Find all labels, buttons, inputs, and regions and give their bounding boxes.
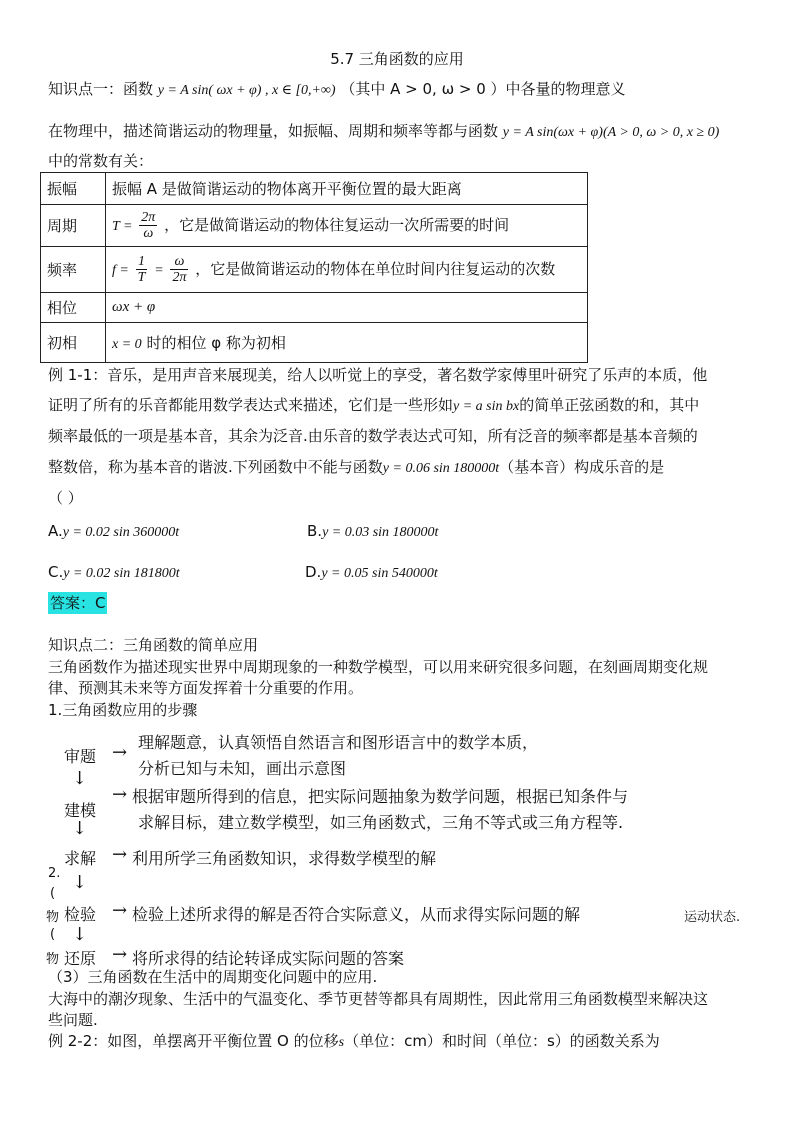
step-verify: 检验 — [64, 905, 97, 924]
kp1-condition: （其中 A > 0, ω > 0 ）中各量的物理意义 — [340, 80, 626, 98]
phase-key: 相位 — [41, 293, 106, 323]
ex22-b: （单位：cm）和时间（单位：s）的函数关系为 — [344, 1032, 660, 1050]
step-solve: 求解 — [64, 849, 97, 868]
intro-line-1 — [48, 120, 719, 144]
arrow-down-icon: ↓ — [72, 872, 88, 893]
option-a-formula: y = 0.02 sin 360000t — [62, 525, 180, 540]
amplitude-key: 振幅 — [41, 173, 106, 205]
table-row — [41, 173, 588, 205]
option-d — [305, 561, 438, 585]
frequency-denominator-1: T — [137, 270, 146, 285]
initial-phase-text: 时的相位 φ 称为初相 — [146, 334, 286, 352]
ex11-l2-math: y = a sin bx — [453, 399, 520, 414]
frequency-fraction-2 — [170, 254, 188, 285]
kp1-formula: y = A sin( ωx + φ) , x ∈ [0,+∞) — [157, 83, 336, 98]
knowledge-point-1 — [48, 78, 626, 102]
frequency-numerator-2: ω — [170, 254, 188, 270]
example-1-1-line-1: 例 1-1：音乐，是用声音来展现美，给人以听觉上的享受，著名数学家傅里叶研究了乐声的本质，他 — [48, 366, 708, 384]
table-row — [41, 293, 588, 323]
period-lhs: T = — [112, 219, 133, 234]
step-review-desc-2: 分析已知与未知，画出示意图 — [138, 759, 347, 778]
step-review: 审题 — [64, 747, 97, 766]
ex11-l2b: 的简单正弦函数的和，其中 — [519, 396, 700, 414]
step-verify-desc: 检验上述所求得的解是否符合实际意义，从而求得实际问题的解 — [132, 905, 581, 924]
steps-diagram — [60, 730, 760, 970]
arrow-down-icon: ↓ — [72, 818, 88, 839]
arrow-right-icon: → — [112, 844, 128, 865]
frequency-desc: ，它是做简谐运动的物体在单位时间内往复运动的次数 — [195, 260, 556, 278]
option-d-label: D. — [305, 563, 322, 581]
option-b-label: B. — [307, 522, 323, 540]
frequency-equals: = — [154, 263, 164, 278]
frequency-fraction-1 — [136, 254, 148, 285]
period-desc: ，它是做简谐运动的物体往复运动一次所需要的时间 — [164, 216, 510, 234]
arrow-down-icon: ↓ — [72, 924, 88, 945]
intro-line-2: 中的常数有关： — [48, 152, 154, 170]
period-key: 周期 — [41, 205, 106, 247]
kp2-paragraph-line-1: 三角函数作为描述现实世界中周期现象的一种数学模型，可以用来研究很多问题，在刻画周期变化规 — [48, 658, 709, 676]
step-restore-desc: 将所求得的结论转译成实际问题的答案 — [132, 949, 405, 968]
frequency-key: 频率 — [41, 247, 106, 293]
option-a-label: A. — [48, 522, 63, 540]
table-row — [41, 205, 588, 247]
frequency-lhs: f = — [112, 263, 129, 278]
knowledge-point-2-heading: 知识点二：三角函数的简单应用 — [48, 636, 259, 654]
ex11-l4-math: y = 0.06 sin 180000t — [382, 461, 500, 476]
step-model: 建模 — [64, 801, 97, 820]
hidden-text-fragment: 物 — [46, 952, 60, 967]
ex22-math: s — [338, 1035, 345, 1050]
answer-parentheses: （ ） — [48, 489, 83, 507]
arrow-right-icon: → — [112, 784, 128, 805]
option-d-formula: y = 0.05 sin 540000t — [321, 566, 438, 581]
option-c-formula: y = 0.02 sin 181800t — [63, 566, 180, 581]
table-row — [41, 323, 588, 363]
option-b-formula: y = 0.03 sin 180000t — [322, 525, 439, 540]
hidden-text-fragment: 运动状态. — [684, 910, 741, 925]
hidden-text-fragment: ( — [50, 886, 56, 901]
frequency-denominator-2: 2π — [172, 270, 187, 285]
step-model-desc-1: 根据审题所得到的信息，把实际问题抽象为数学问题，根据已知条件与 — [132, 787, 629, 806]
example-2-2 — [48, 1030, 660, 1054]
ex11-l4a: 整数倍，称为基本音的谐波.下列函数中不能与函数 — [48, 458, 383, 476]
phase-value: ωx + φ — [106, 293, 588, 323]
intro-formula: y = A sin(ωx + φ)(A > 0, ω > 0, x ≥ 0) — [502, 125, 720, 140]
option-c — [48, 561, 180, 585]
kp3-paragraph-line-2: 些问题. — [48, 1011, 98, 1029]
example-1-1-line-3: 频率最低的一项是基本音，其余为泛音.由乐音的数学表达式可知，所有泛音的频率都是基本音频的 — [48, 427, 698, 445]
ex11-l4b: （基本音）构成乐音的是 — [499, 458, 665, 476]
ex22-a: 例 2-2：如图，单摆离开平衡位置 O 的位移 — [48, 1032, 339, 1050]
initial-phase-value — [106, 323, 588, 363]
kp2-paragraph-line-2: 律、预测其未来等方面发挥着十分重要的作用。 — [48, 679, 364, 697]
hidden-text-fragment: ( — [50, 927, 56, 942]
frequency-numerator-1: 1 — [136, 254, 148, 270]
hidden-text-fragment: 物 — [46, 910, 60, 925]
example-1-1-line-4 — [48, 456, 664, 480]
period-fraction — [139, 210, 157, 241]
period-numerator: 2π — [141, 210, 156, 225]
step-review-desc-1: 理解题意，认真领悟自然语言和图形语言中的数学本质， — [138, 733, 539, 752]
step-solve-desc: 利用所学三角函数知识，求得数学模型的解 — [132, 849, 437, 868]
initial-phase-key: 初相 — [41, 323, 106, 363]
kp3-paragraph-line-1: 大海中的潮汐现象、生活中的气温变化、季节更替等都具有周期性，因此常用三角函数模型来解决这 — [48, 990, 709, 1008]
arrow-right-icon: → — [112, 900, 128, 921]
period-value — [106, 205, 588, 247]
option-b — [307, 520, 438, 544]
option-c-label: C. — [48, 563, 64, 581]
steps-title: 1.三角函数应用的步骤 — [48, 701, 198, 719]
step-restore: 还原 — [64, 949, 97, 968]
arrow-right-icon: → — [112, 944, 128, 965]
period-denominator: ω — [143, 226, 154, 241]
step-model-desc-2: 求解目标，建立数学模型，如三角函数式，三角不等式或三角方程等. — [138, 813, 624, 832]
answer-highlight: 答案：C — [50, 594, 106, 612]
arrow-right-icon: → — [112, 742, 128, 763]
hidden-text-fragment: 2. — [48, 866, 61, 881]
option-a — [48, 520, 179, 544]
intro-text: 在物理中，描述简谐运动的物理量，如振幅、周期和频率等都与函数 — [48, 122, 499, 140]
ex11-l2a: 证明了所有的乐音都能用数学表达式来描述，它们是一些形如 — [48, 396, 454, 414]
amplitude-value: 振幅 A 是做简谐运动的物体离开平衡位置的最大距离 — [106, 173, 588, 205]
frequency-value — [106, 247, 588, 293]
kp3-heading: （3）三角函数在生活中的周期变化问题中的应用. — [48, 968, 378, 986]
kp1-prefix: 知识点一：函数 — [48, 80, 154, 98]
table-row — [41, 247, 588, 293]
page-title: 5.7 三角函数的应用 — [330, 50, 464, 68]
initial-phase-math: x = 0 — [112, 337, 142, 352]
physical-quantities-table — [40, 172, 588, 363]
example-1-1-line-2 — [48, 394, 699, 418]
arrow-down-icon: ↓ — [72, 768, 88, 789]
